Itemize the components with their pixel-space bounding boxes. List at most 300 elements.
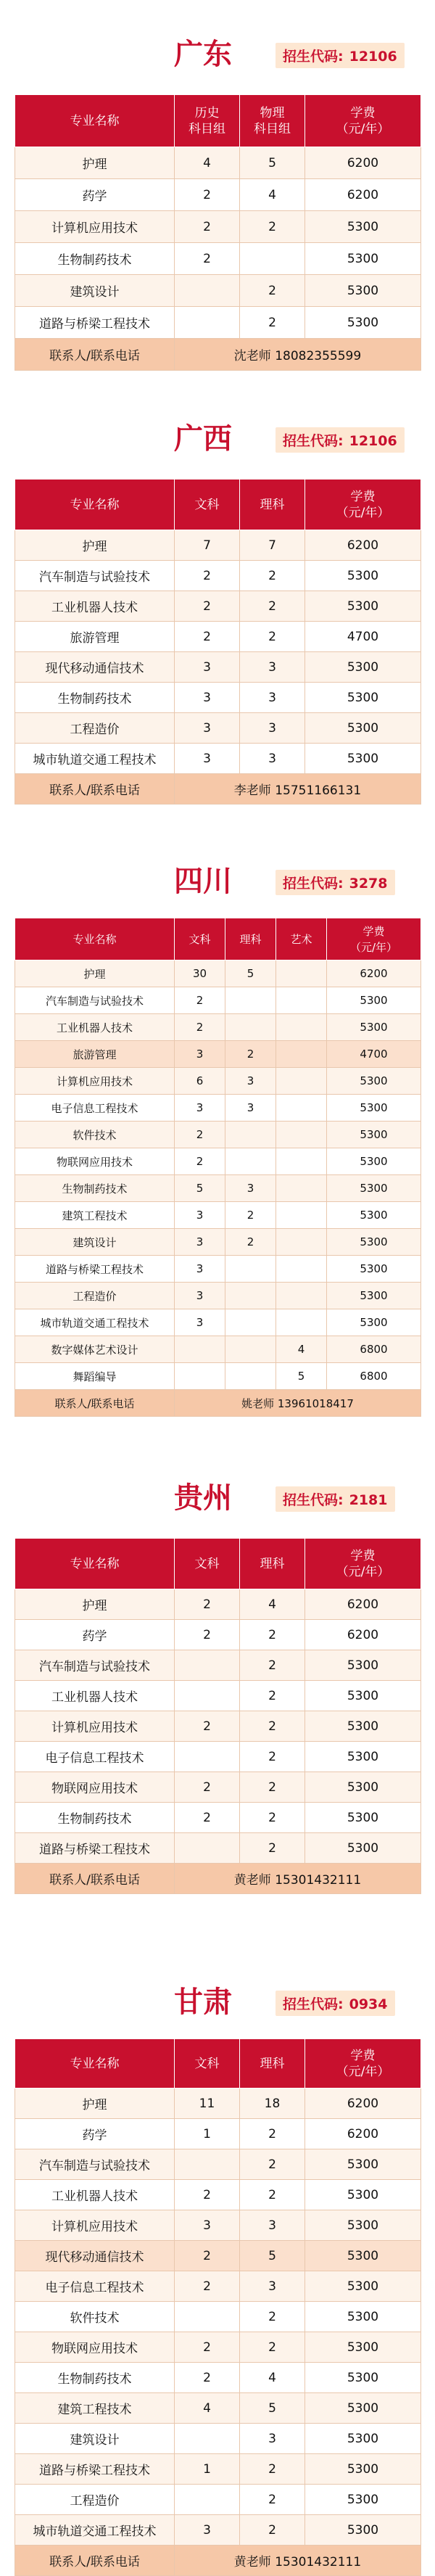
value-cell: 2 (240, 622, 305, 652)
value-cell: 30 (175, 960, 225, 987)
value-cell (175, 2485, 240, 2515)
value-cell: 2 (175, 2180, 240, 2210)
value-cell: 5 (240, 2393, 305, 2424)
value-cell: 5300 (305, 683, 421, 713)
column-header: 物理 科目组 (240, 95, 305, 147)
table-row (15, 1175, 421, 1202)
value-cell: 5300 (305, 275, 421, 307)
value-cell: 5300 (305, 713, 421, 744)
column-header: 艺术 (276, 918, 327, 960)
major-name-cell: 生物制药技术 (15, 2363, 175, 2393)
value-cell: 2 (175, 243, 240, 275)
value-cell: 5300 (327, 1095, 421, 1122)
value-cell: 2 (175, 1711, 240, 1742)
contact-row (15, 1390, 421, 1417)
value-cell: 3 (240, 713, 305, 744)
contact-label: 联系人/联系电话 (15, 1390, 175, 1417)
value-cell: 2 (240, 1833, 305, 1864)
table-row (15, 2271, 421, 2302)
value-cell: 3 (175, 1202, 225, 1229)
value-cell: 7 (175, 530, 240, 561)
column-header: 专业名称 (15, 918, 175, 960)
major-name-cell: 生物制药技术 (15, 1803, 175, 1833)
value-cell (225, 1014, 276, 1041)
table-row (15, 307, 421, 339)
value-cell: 2 (240, 1772, 305, 1803)
value-cell: 3 (175, 744, 240, 774)
value-cell: 5300 (305, 2180, 421, 2210)
table-row (15, 1772, 421, 1803)
table-row (15, 211, 421, 243)
value-cell: 6200 (305, 179, 421, 211)
value-cell: 5300 (305, 2363, 421, 2393)
province-title: 广西 (174, 422, 232, 456)
table-row (15, 1742, 421, 1772)
admission-code-value: 0934 (349, 1996, 388, 2012)
value-cell (276, 1229, 327, 1256)
value-cell: 3 (225, 1175, 276, 1202)
value-cell: 3 (175, 1283, 225, 1309)
section-header-guizhou (0, 1476, 435, 1520)
value-cell: 5300 (327, 1148, 421, 1175)
value-cell (276, 1095, 327, 1122)
major-name-cell: 电子信息工程技术 (15, 1742, 175, 1772)
value-cell: 5300 (305, 2241, 421, 2271)
major-name-cell: 软件技术 (15, 2302, 175, 2332)
table-header-row (15, 95, 421, 147)
major-name-cell: 护理 (15, 2089, 175, 2119)
admission-code-badge (276, 43, 405, 68)
value-cell: 5300 (305, 1681, 421, 1711)
value-cell: 3 (175, 2515, 240, 2546)
contact-value: 黄老师 15301432111 (175, 2546, 421, 2576)
value-cell (175, 1363, 225, 1390)
major-name-cell: 护理 (15, 147, 175, 179)
value-cell: 2 (240, 1711, 305, 1742)
value-cell: 4700 (305, 622, 421, 652)
value-cell (276, 1041, 327, 1068)
tuition-table-guangxi (14, 479, 421, 805)
admission-code-label: 招生代码: (283, 1996, 344, 2012)
contact-label: 联系人/联系电话 (15, 2546, 175, 2576)
value-cell: 2 (240, 2149, 305, 2180)
value-cell: 2 (240, 1742, 305, 1772)
value-cell: 3 (240, 683, 305, 713)
table-row (15, 530, 421, 561)
major-name-cell: 护理 (15, 530, 175, 561)
value-cell: 2 (175, 591, 240, 622)
contact-label: 联系人/联系电话 (15, 339, 175, 371)
value-cell: 2 (175, 622, 240, 652)
value-cell (175, 2302, 240, 2332)
admission-code-badge (276, 870, 395, 895)
admission-code-label: 招生代码: (283, 876, 344, 892)
value-cell: 5300 (305, 2210, 421, 2241)
province-title: 甘肃 (174, 1986, 232, 2019)
value-cell: 2 (175, 1014, 225, 1041)
value-cell: 5300 (305, 2515, 421, 2546)
table-row (15, 2241, 421, 2271)
table-row (15, 2332, 421, 2363)
value-cell: 6200 (327, 960, 421, 987)
admission-code-value: 12106 (349, 49, 397, 65)
value-cell: 2 (240, 275, 305, 307)
major-name-cell: 现代移动通信技术 (15, 652, 175, 683)
value-cell: 6800 (327, 1336, 421, 1363)
contact-row (15, 1864, 421, 1894)
column-header: 学费 （元/年） (305, 480, 421, 530)
value-cell (276, 960, 327, 987)
major-name-cell: 建筑设计 (15, 2424, 175, 2454)
admission-code-value: 3278 (349, 876, 388, 892)
contact-label: 联系人/联系电话 (15, 774, 175, 805)
value-cell: 3 (240, 2424, 305, 2454)
major-name-cell: 城市轨道交通工程技术 (15, 2515, 175, 2546)
major-name-cell: 城市轨道交通工程技术 (15, 1309, 175, 1336)
major-name-cell: 建筑工程技术 (15, 2393, 175, 2424)
value-cell: 2 (240, 2454, 305, 2485)
value-cell (175, 307, 240, 339)
column-header: 专业名称 (15, 2039, 175, 2089)
table-row (15, 1202, 421, 1229)
major-name-cell: 物联网应用技术 (15, 1772, 175, 1803)
table-header-row (15, 918, 421, 960)
value-cell: 5300 (305, 744, 421, 774)
table-header-row (15, 2039, 421, 2089)
value-cell: 5300 (305, 2485, 421, 2515)
table-row (15, 1309, 421, 1336)
value-cell (175, 1650, 240, 1681)
value-cell: 5300 (305, 2302, 421, 2332)
major-name-cell: 汽车制造与试验技术 (15, 987, 175, 1014)
value-cell: 5300 (305, 561, 421, 591)
value-cell (175, 2149, 240, 2180)
column-header: 专业名称 (15, 480, 175, 530)
major-name-cell: 药学 (15, 1620, 175, 1650)
contact-value: 姚老师 13961018417 (175, 1390, 421, 1417)
major-name-cell: 药学 (15, 2119, 175, 2149)
major-name-cell: 物联网应用技术 (15, 1148, 175, 1175)
value-cell: 5300 (305, 652, 421, 683)
value-cell (175, 1336, 225, 1363)
contact-label: 联系人/联系电话 (15, 1864, 175, 1894)
tuition-table-gansu (14, 2038, 421, 2576)
value-cell: 5300 (305, 2149, 421, 2180)
value-cell: 5300 (305, 1711, 421, 1742)
value-cell: 2 (225, 1202, 276, 1229)
value-cell: 2 (175, 1122, 225, 1148)
table-row (15, 1122, 421, 1148)
value-cell: 4 (175, 147, 240, 179)
major-name-cell: 工业机器人技术 (15, 1014, 175, 1041)
table-row (15, 1620, 421, 1650)
table-row (15, 2454, 421, 2485)
value-cell: 5300 (305, 2332, 421, 2363)
major-name-cell: 建筑工程技术 (15, 1202, 175, 1229)
value-cell: 2 (175, 987, 225, 1014)
value-cell (175, 275, 240, 307)
table-row (15, 2393, 421, 2424)
value-cell: 2 (240, 591, 305, 622)
table-row (15, 561, 421, 591)
contact-value: 沈老师 18082355599 (175, 339, 421, 371)
value-cell: 5300 (305, 211, 421, 243)
value-cell: 5300 (327, 1309, 421, 1336)
column-header: 学费 （元/年） (305, 95, 421, 147)
value-cell: 5300 (305, 307, 421, 339)
major-name-cell: 计算机应用技术 (15, 211, 175, 243)
table-row (15, 2485, 421, 2515)
value-cell: 2 (240, 2180, 305, 2210)
value-cell: 5300 (327, 1202, 421, 1229)
value-cell: 2 (175, 1772, 240, 1803)
value-cell: 4 (175, 2393, 240, 2424)
table-row (15, 1650, 421, 1681)
value-cell: 2 (175, 1620, 240, 1650)
value-cell: 5300 (327, 1256, 421, 1283)
major-name-cell: 建筑设计 (15, 1229, 175, 1256)
value-cell: 4 (240, 179, 305, 211)
value-cell: 5300 (305, 1833, 421, 1864)
value-cell (276, 987, 327, 1014)
table-row (15, 652, 421, 683)
column-header: 专业名称 (15, 1539, 175, 1589)
section-header-guangdong (0, 33, 435, 76)
value-cell: 5300 (327, 1283, 421, 1309)
value-cell: 5 (225, 960, 276, 987)
table-row (15, 1589, 421, 1620)
table-row (15, 1336, 421, 1363)
tuition-table-guizhou (14, 1538, 421, 1894)
major-name-cell: 护理 (15, 960, 175, 987)
admission-code-badge (276, 1991, 395, 2016)
value-cell: 3 (175, 1095, 225, 1122)
table-row (15, 1148, 421, 1175)
province-title: 贵州 (174, 1481, 232, 1515)
column-header: 学费 （元/年） (305, 1539, 421, 1589)
value-cell (276, 1122, 327, 1148)
column-header: 学费 （元/年） (305, 2039, 421, 2089)
value-cell: 5300 (327, 1122, 421, 1148)
value-cell (225, 1309, 276, 1336)
major-name-cell: 生物制药技术 (15, 243, 175, 275)
value-cell (225, 987, 276, 1014)
major-name-cell: 道路与桥梁工程技术 (15, 307, 175, 339)
major-name-cell: 汽车制造与试验技术 (15, 1650, 175, 1681)
value-cell: 5300 (305, 2271, 421, 2302)
value-cell: 5300 (305, 1803, 421, 1833)
table-row (15, 1363, 421, 1390)
table-row (15, 2149, 421, 2180)
table-header-row (15, 1539, 421, 1589)
value-cell (225, 1363, 276, 1390)
value-cell: 5300 (305, 1650, 421, 1681)
value-cell (276, 1175, 327, 1202)
value-cell: 5 (240, 2241, 305, 2271)
table-row (15, 1283, 421, 1309)
value-cell: 4 (240, 1589, 305, 1620)
value-cell: 2 (175, 561, 240, 591)
value-cell: 2 (240, 1650, 305, 1681)
column-header: 学费 （元/年） (327, 918, 421, 960)
value-cell: 3 (175, 1229, 225, 1256)
value-cell (175, 2424, 240, 2454)
major-name-cell: 道路与桥梁工程技术 (15, 1833, 175, 1864)
value-cell: 1 (175, 2119, 240, 2149)
value-cell: 7 (240, 530, 305, 561)
major-name-cell: 现代移动通信技术 (15, 2241, 175, 2271)
admission-code-label: 招生代码: (283, 1492, 344, 1508)
table-row (15, 1095, 421, 1122)
value-cell (175, 1681, 240, 1711)
value-cell: 6200 (305, 147, 421, 179)
value-cell: 5300 (305, 2393, 421, 2424)
value-cell: 18 (240, 2089, 305, 2119)
value-cell: 6200 (305, 2089, 421, 2119)
value-cell: 2 (240, 307, 305, 339)
section-header-guangxi (0, 417, 435, 461)
table-row (15, 987, 421, 1014)
major-name-cell: 工业机器人技术 (15, 591, 175, 622)
table-row (15, 179, 421, 211)
contact-row (15, 2546, 421, 2576)
table-row (15, 1833, 421, 1864)
admission-code-badge (276, 1486, 395, 1512)
value-cell: 2 (175, 1803, 240, 1833)
table-row (15, 147, 421, 179)
admission-code-label: 招生代码: (283, 433, 344, 449)
value-cell: 5300 (327, 1014, 421, 1041)
value-cell: 5300 (305, 1742, 421, 1772)
major-name-cell: 药学 (15, 179, 175, 211)
value-cell: 3 (175, 713, 240, 744)
table-row (15, 1256, 421, 1283)
admission-code-badge (276, 427, 405, 453)
table-row (15, 1681, 421, 1711)
value-cell: 11 (175, 2089, 240, 2119)
major-name-cell: 生物制药技术 (15, 683, 175, 713)
value-cell: 5300 (327, 1229, 421, 1256)
table-row (15, 1041, 421, 1068)
value-cell: 3 (240, 744, 305, 774)
value-cell (276, 1256, 327, 1283)
table-row (15, 683, 421, 713)
value-cell: 2 (175, 2363, 240, 2393)
major-name-cell: 护理 (15, 1589, 175, 1620)
table-row (15, 1711, 421, 1742)
column-header: 历史 科目组 (175, 95, 240, 147)
value-cell: 4 (240, 2363, 305, 2393)
value-cell: 5300 (305, 2454, 421, 2485)
major-name-cell: 计算机应用技术 (15, 2210, 175, 2241)
value-cell: 3 (225, 1095, 276, 1122)
value-cell: 2 (175, 211, 240, 243)
table-row (15, 622, 421, 652)
value-cell (225, 1148, 276, 1175)
column-header: 理科 (240, 2039, 305, 2089)
value-cell: 5300 (327, 1175, 421, 1202)
value-cell (276, 1202, 327, 1229)
admission-code-label: 招生代码: (283, 49, 344, 65)
major-name-cell: 生物制药技术 (15, 1175, 175, 1202)
major-name-cell: 工业机器人技术 (15, 2180, 175, 2210)
major-name-cell: 工程造价 (15, 2485, 175, 2515)
major-name-cell: 汽车制造与试验技术 (15, 2149, 175, 2180)
value-cell: 5300 (305, 2424, 421, 2454)
value-cell: 5 (175, 1175, 225, 1202)
value-cell (276, 1068, 327, 1095)
major-name-cell: 道路与桥梁工程技术 (15, 2454, 175, 2485)
column-header: 理科 (225, 918, 276, 960)
column-header: 文科 (175, 2039, 240, 2089)
table-row (15, 713, 421, 744)
value-cell: 3 (175, 1309, 225, 1336)
value-cell: 5300 (327, 1068, 421, 1095)
table-row (15, 2119, 421, 2149)
section-header-gansu (0, 1980, 435, 2024)
major-name-cell: 数字媒体艺术设计 (15, 1336, 175, 1363)
major-name-cell: 工程造价 (15, 1283, 175, 1309)
value-cell: 2 (175, 2241, 240, 2271)
value-cell: 3 (240, 2271, 305, 2302)
value-cell: 5 (240, 147, 305, 179)
value-cell: 2 (225, 1229, 276, 1256)
table-row (15, 2210, 421, 2241)
value-cell: 5300 (305, 591, 421, 622)
value-cell: 2 (240, 561, 305, 591)
admission-code-value: 12106 (349, 433, 397, 449)
value-cell (175, 1742, 240, 1772)
value-cell: 5300 (305, 1772, 421, 1803)
value-cell: 2 (240, 2302, 305, 2332)
column-header: 文科 (175, 918, 225, 960)
value-cell: 2 (240, 211, 305, 243)
value-cell: 5300 (327, 987, 421, 1014)
table-row (15, 2089, 421, 2119)
column-header: 理科 (240, 480, 305, 530)
table-row (15, 2515, 421, 2546)
value-cell: 6200 (305, 1589, 421, 1620)
major-name-cell: 工程造价 (15, 713, 175, 744)
value-cell: 3 (175, 2210, 240, 2241)
value-cell (225, 1336, 276, 1363)
major-name-cell: 舞蹈编导 (15, 1363, 175, 1390)
table-row (15, 1014, 421, 1041)
province-title: 四川 (174, 865, 232, 898)
table-row (15, 1803, 421, 1833)
value-cell (276, 1014, 327, 1041)
table-row (15, 591, 421, 622)
value-cell: 3 (240, 652, 305, 683)
value-cell: 4700 (327, 1041, 421, 1068)
value-cell: 2 (240, 2515, 305, 2546)
value-cell: 6200 (305, 1620, 421, 1650)
value-cell: 5300 (305, 243, 421, 275)
column-header: 理科 (240, 1539, 305, 1589)
value-cell: 2 (240, 1681, 305, 1711)
value-cell: 2 (175, 1589, 240, 1620)
value-cell (276, 1148, 327, 1175)
major-name-cell: 道路与桥梁工程技术 (15, 1256, 175, 1283)
value-cell: 3 (175, 1041, 225, 1068)
value-cell: 2 (240, 2332, 305, 2363)
table-header-row (15, 480, 421, 530)
contact-row (15, 339, 421, 371)
value-cell: 5 (276, 1363, 327, 1390)
value-cell: 6 (175, 1068, 225, 1095)
major-name-cell: 物联网应用技术 (15, 2332, 175, 2363)
section-header-sichuan (0, 860, 435, 903)
